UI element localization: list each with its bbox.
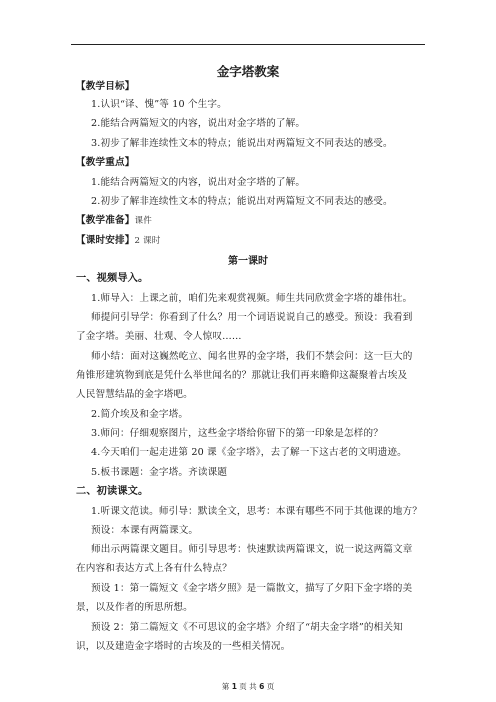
page-footer xyxy=(0,681,496,692)
header-rule xyxy=(71,44,425,45)
footer-mid: 页 共 xyxy=(239,682,257,691)
paragraph-line: 识，以及建造金字塔时的古埃及的一些相关情况。 xyxy=(76,641,291,652)
paragraph-line: 4.今天咱们一起走进第 20 课《金字塔》，去了解一下这古老的文明遗迹。 xyxy=(91,447,407,458)
paragraph-line: 预设 2：第二篇短文《不可思议的金字塔》介绍了“胡夫金字塔”的相关知 xyxy=(91,622,403,633)
footer-suffix: 页 xyxy=(266,682,275,691)
lesson-title: 第一课时 xyxy=(228,256,268,267)
schedule-heading: 【课时安排】 xyxy=(76,235,135,246)
goal-item: 1.认识“译、愧”等 10 个生字。 xyxy=(91,99,227,110)
paragraph-line: 人民智慧结晶的金字塔吧。 xyxy=(76,389,193,400)
paragraph-line: 景，以及作者的所思所想。 xyxy=(76,602,193,613)
total-page-count: 6 xyxy=(259,682,265,691)
key-heading: 【教学重点】 xyxy=(76,157,135,168)
key-item: 1.能结合两篇短文的内容，说出对金字塔的了解。 xyxy=(91,177,306,188)
paragraph-line: 预设：本课有两篇课文。 xyxy=(91,525,199,536)
paragraph-line: 1.听课文范读。师引导：默读全文，思考：本课有哪些不同于其他课的地方？ xyxy=(91,506,422,517)
schedule-value: 2 课时 xyxy=(134,236,161,246)
paragraph-line: 3.师问：仔细观察图片，这些金字塔给你留下的第一印象是怎样的？ xyxy=(91,428,384,439)
document-title: 金字塔教案 xyxy=(216,64,280,79)
section-heading-reading: 二、初读课文。 xyxy=(76,486,149,497)
current-page-number: 1 xyxy=(231,682,237,691)
goals-heading: 【教学目标】 xyxy=(76,81,135,92)
paragraph-line: 角锥形建筑物到底是凭什么举世闻名的？那就让我们再来瞻仰这凝聚着古埃及 xyxy=(76,370,408,381)
paragraph-line: 2.简介埃及和金字塔。 xyxy=(91,409,189,420)
paragraph-line: 1.师导入：上课之前，咱们先来观赏视频。师生共同欣赏金字塔的雄伟壮。 xyxy=(91,293,413,304)
paragraph-line: 师提问引导学：你看到了什么？用一个词语说说自己的感受。预设：我看到 xyxy=(91,312,413,323)
schedule-line xyxy=(76,234,160,248)
paragraph-line: 了金字塔。美丽、壮观、令人惊叹…… xyxy=(76,331,242,342)
paragraph-line: 预设 1：第一篇短文《金字塔夕照》是一篇散文，描写了夕阳下金字塔的美 xyxy=(91,583,413,594)
paragraph-line: 师小结：面对这巍然屹立、闻名世界的金字塔，我们不禁会问：这一巨大的 xyxy=(91,351,413,362)
prep-heading: 【教学准备】 xyxy=(76,215,135,226)
goal-item: 3.初步了解非连续性文本的特点；能说出对两篇短文不同表达的感受。 xyxy=(91,138,393,149)
section-heading-video: 一、视频导入。 xyxy=(76,273,149,284)
prep-value: 课件 xyxy=(134,216,152,226)
key-item: 2.初步了解非连续性文本的特点；能说出对两篇短文不同表达的感受。 xyxy=(91,196,393,207)
footer-prefix: 第 xyxy=(221,682,230,691)
goal-item: 2.能结合两篇短文的内容，说出对金字塔的了解。 xyxy=(91,118,306,129)
paragraph-line: 5.板书课题：金字塔。齐读课题 xyxy=(91,467,228,478)
paragraph-line: 师出示两篇课文题目。师引导思考：快速默读两篇课文，说一说这两篇文章 xyxy=(91,544,413,555)
prep-line xyxy=(76,214,152,228)
paragraph-line: 在内容和表达方式上各有什么特点？ xyxy=(76,563,232,574)
